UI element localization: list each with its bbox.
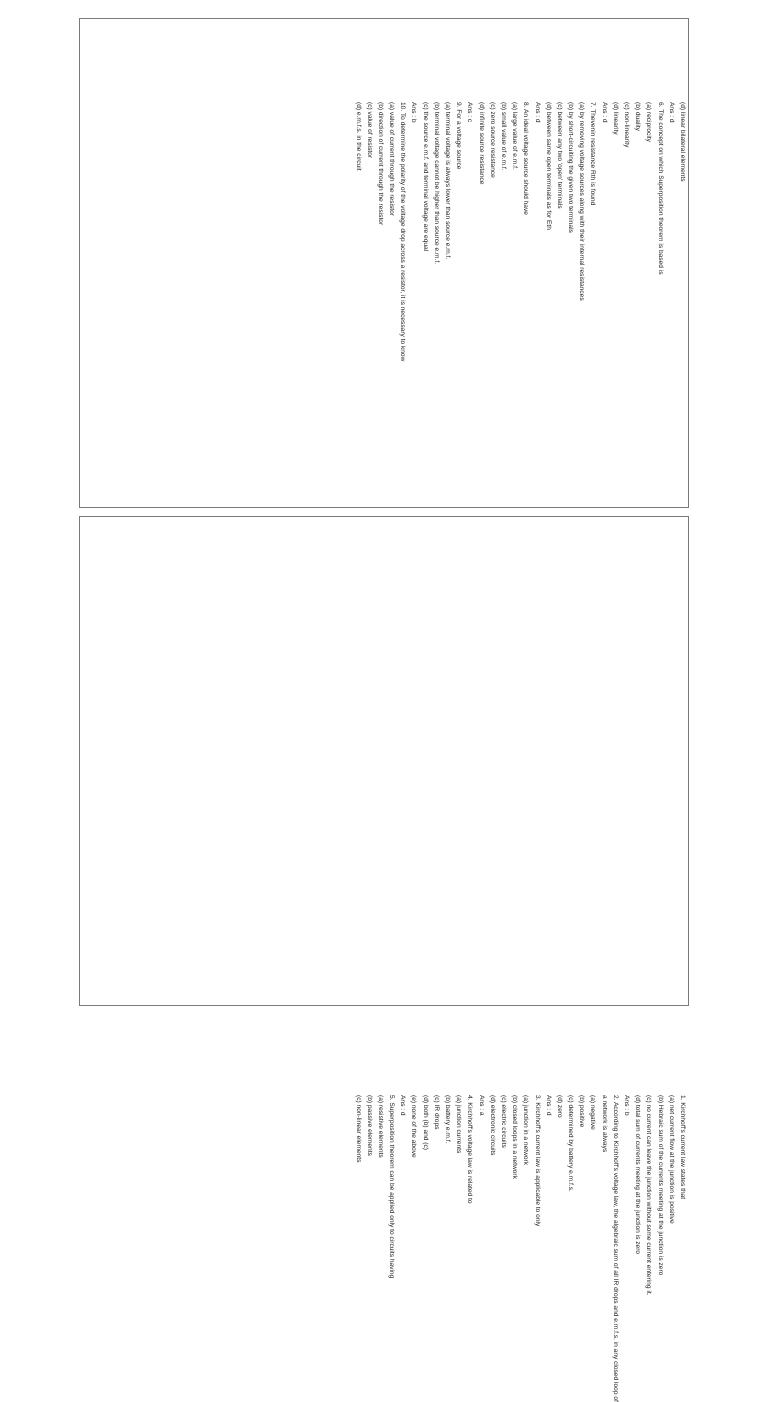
text-line: (b) by short-circuiting the given two terminals — [567, 102, 575, 233]
text-line: Ans : c — [466, 102, 474, 123]
text-line: 9. For a voltage source — [455, 102, 463, 170]
text-line: 5. Superposition theorem can be applied only to circuits having — [388, 1095, 396, 1279]
rotated-text-block-bottom — [352, 1095, 688, 1402]
text-line: (a) junction in a network — [522, 1095, 530, 1166]
text-line: Ans : d — [544, 1095, 552, 1116]
text-line: 6. The concept on which Superposition theorem is based is — [656, 102, 664, 275]
text-line: 3. Kirchhoff's current law is applicable to only — [533, 1095, 541, 1227]
text-line: Ans : d — [600, 102, 608, 123]
text-line: 2. According to Kirchhoff's voltage law, the algebraic sum of all IR drops and e.m.f.s. in any closed loop of — [611, 1095, 619, 1402]
text-line: (a) net current flow at the junction is positive — [667, 1095, 675, 1224]
text-line: (d) infinite source resistance — [477, 102, 485, 185]
text-line: (b) duality — [634, 102, 642, 131]
text-line: (a) resistive elements — [376, 1095, 384, 1158]
text-line: Ans : b — [623, 1095, 631, 1116]
text-line: (d) e.m.f.s. in the circuit — [354, 102, 362, 171]
text-line: (b) direction of current through the resistor — [376, 102, 384, 226]
text-line: a network is always — [600, 1095, 608, 1153]
text-line: (a) reciprocity — [645, 102, 653, 142]
text-line: (d) linear bilateral elements — [679, 102, 686, 182]
text-line: 8. An ideal voltage source should have — [522, 102, 530, 215]
text-line: (d) total sum of currents meeting at the junction is zero — [634, 1095, 642, 1255]
text-line: (c) value of resistor — [365, 102, 373, 159]
text-line: (a) negative — [589, 1095, 597, 1130]
text-line: (a) large value of e.m.f. — [511, 102, 519, 170]
text-line: (a) terminal voltage is always lower than source e.m.f. — [444, 102, 452, 260]
text-line: (c) zero source resistance — [488, 102, 496, 178]
text-line: (c) non-linear elements — [354, 1095, 362, 1163]
text-line: (b) small value of e.m.f. — [500, 102, 507, 171]
text-line: (b) battery e.m.f. — [444, 1095, 452, 1144]
text-line: (b) Hebraic sum of the currents meeting at the junction is zero — [656, 1095, 664, 1276]
text-line: (c) determined by battery e.m.f.s. — [567, 1095, 575, 1192]
text-line: (d) linearity — [611, 102, 619, 135]
text-line: (c) between any two 'open' terminals — [555, 102, 563, 209]
text-line: Ans : b — [410, 102, 418, 123]
text-line: (c) electric circuits — [500, 1095, 507, 1148]
text-line: (d) electronic circuits — [488, 1095, 496, 1156]
text-line: 10. To determine the polarity of the voltage drop across a resistor, it is necessary to know — [399, 102, 407, 362]
text-line: (a) value of current through the resistor — [388, 102, 396, 216]
text-line: (d) zero — [555, 1095, 563, 1118]
text-line: (c) no current can leave the junction without some current entering it. — [645, 1095, 653, 1296]
text-line: (b) terminal voltage cannot be higher than source e.m.f. — [432, 102, 440, 265]
text-line: (c) the source e.m.f. and terminal voltage are equal — [421, 102, 429, 252]
text-line: (b) positive — [578, 1095, 586, 1128]
text-line: (c) IR drops — [432, 1095, 440, 1130]
text-line: 4. Kirchhoff's voltage law is related to — [466, 1095, 474, 1204]
text-line: (a) junction currents — [455, 1095, 463, 1154]
text-line: Ans : d — [667, 102, 675, 123]
text-line: (d) between same open terminals as for Eth — [544, 102, 552, 230]
text-line: 7. Thevenin resistance Rth is found — [589, 102, 597, 206]
text-line: Ans : d — [399, 1095, 407, 1116]
text-line: 1. Kirchhoff's current law states that — [679, 1095, 686, 1200]
text-line: Ans : a — [477, 1095, 485, 1116]
text-line: (a) by removing voltage sources along with their internal resistances — [578, 102, 586, 301]
text-line: (c) non-linearity — [623, 102, 631, 148]
text-line: (b) passive elements — [365, 1095, 373, 1156]
rotated-text-block-top — [352, 102, 688, 361]
text-line: Ans : d — [533, 102, 541, 123]
text-line: (d) both (b) and (c) — [421, 1095, 429, 1150]
document-page-top — [79, 18, 689, 508]
text-line: (b) closed loops in a network — [511, 1095, 519, 1179]
text-line: (e) none of the above — [410, 1095, 418, 1158]
document-page-bottom — [79, 516, 689, 1402]
